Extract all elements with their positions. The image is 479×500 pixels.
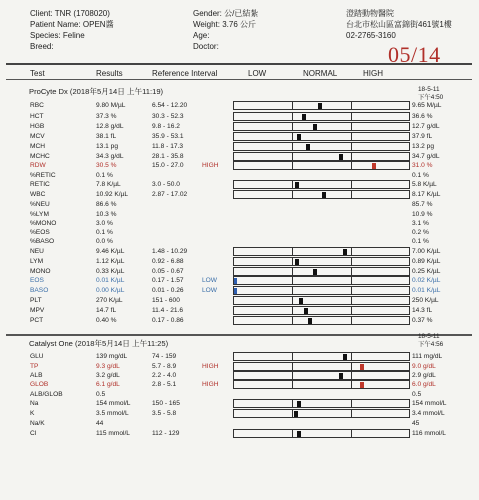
result-row: [0, 257, 479, 267]
result-value: 0.1 %: [96, 172, 113, 179]
range-divider: [292, 248, 293, 255]
test-name: K: [30, 410, 35, 417]
reference-interval: 0.01 - 0.26: [152, 287, 184, 294]
range-bar: [233, 142, 410, 151]
age-line: Age:: [193, 31, 210, 40]
range-bar: [233, 429, 410, 438]
result-row: [0, 161, 479, 171]
previous-result: 0.02 K/µL: [412, 277, 441, 284]
species-line: Species: Feline: [30, 31, 85, 40]
result-row: [0, 429, 479, 439]
result-marker: [299, 298, 303, 304]
range-divider: [351, 123, 352, 130]
reference-interval: 0.92 - 6.88: [152, 258, 184, 265]
previous-result: 0.1 %: [412, 172, 429, 179]
range-divider: [351, 297, 352, 304]
test-name: ALB: [30, 372, 43, 379]
result-marker: [297, 401, 301, 407]
result-marker: [294, 411, 298, 417]
result-marker: [339, 154, 343, 160]
previous-result: 9.0 g/dL: [412, 363, 436, 370]
result-value: 38.1 fL: [96, 133, 117, 140]
reference-interval: 5.7 - 8.9: [152, 363, 177, 370]
result-row: [0, 112, 479, 122]
range-divider: [292, 153, 293, 160]
result-row: [0, 296, 479, 306]
range-divider: [292, 133, 293, 140]
result-marker: [313, 269, 317, 275]
previous-result: 14.3 fL: [412, 307, 433, 314]
procyte-title: ProCyte Dx (2018年5月14日 上午11:19): [29, 87, 164, 96]
header-divider: [6, 63, 472, 65]
test-name: %MONO: [30, 220, 57, 227]
result-marker: [313, 124, 317, 130]
test-name: NEU: [30, 248, 44, 255]
flag-label: HIGH: [202, 381, 219, 388]
col-low: LOW: [248, 69, 267, 78]
test-name: HGB: [30, 123, 45, 130]
result-row: [0, 352, 479, 362]
result-value: 0.5: [96, 391, 106, 398]
result-row: [0, 180, 479, 190]
previous-result: 7.00 K/µL: [412, 248, 441, 255]
test-name: ALB/GLOB: [30, 391, 63, 398]
result-value: 154 mmol/L: [96, 400, 131, 407]
result-value: 115 mmol/L: [96, 430, 130, 437]
previous-result: 5.8 K/µL: [412, 181, 437, 188]
range-divider: [292, 363, 293, 370]
test-name: GLOB: [30, 381, 49, 388]
previous-result: 154 mmol/L: [412, 400, 447, 407]
range-divider: [292, 372, 293, 379]
result-marker: [306, 144, 310, 150]
catalyst-side-date: 18-5-11: [418, 333, 440, 340]
previous-result: 116 mmol/L: [412, 430, 446, 437]
test-name: WBC: [30, 191, 46, 198]
doctor-line: Doctor:: [193, 42, 219, 51]
range-divider: [351, 400, 352, 407]
result-value: 37.3 %: [96, 113, 117, 120]
result-marker: [343, 249, 347, 255]
result-value: 13.1 pg: [96, 143, 118, 150]
range-bar: [233, 112, 410, 121]
range-divider: [351, 268, 352, 275]
range-divider: [292, 191, 293, 198]
range-divider: [292, 317, 293, 324]
range-divider: [292, 287, 293, 294]
procyte-side-time: 下午4:50: [418, 94, 444, 101]
previous-result: 31.0 %: [412, 162, 433, 169]
range-divider: [351, 191, 352, 198]
result-value: 12.8 g/dL: [96, 123, 124, 130]
result-value: 139 mg/dL: [96, 353, 128, 360]
result-marker: [318, 103, 322, 109]
previous-result: 8.17 K/µL: [412, 191, 441, 198]
range-bar: [233, 286, 410, 295]
handwritten-date: 05/14: [388, 42, 441, 67]
previous-result: 0.25 K/µL: [412, 268, 441, 275]
range-divider: [351, 372, 352, 379]
gender-line: Gender: 公/已結紮: [193, 9, 259, 18]
test-name: MPV: [30, 307, 45, 314]
result-value: 9.46 K/µL: [96, 248, 125, 255]
result-value: 30.5 %: [96, 162, 117, 169]
test-name: %BASO: [30, 238, 55, 245]
result-value: 9.80 M/µL: [96, 102, 126, 109]
range-divider: [351, 430, 352, 437]
result-value: 10.92 K/µL: [96, 191, 129, 198]
reference-interval: 2.2 - 4.0: [152, 372, 177, 379]
previous-result: 6.0 g/dL: [412, 381, 436, 388]
test-name: MCH: [30, 143, 46, 150]
reference-interval: 151 - 600: [152, 297, 180, 304]
result-value: 3.0 %: [96, 220, 113, 227]
range-bar: [233, 362, 410, 371]
result-value: 0.00 K/µL: [96, 287, 125, 294]
result-value: 0.0 %: [96, 238, 113, 245]
result-row: [0, 247, 479, 257]
previous-result: 0.5: [412, 391, 422, 398]
range-divider: [292, 162, 293, 169]
range-divider: [292, 113, 293, 120]
previous-result: 250 K/µL: [412, 297, 439, 304]
range-divider: [351, 317, 352, 324]
test-name: PCT: [30, 317, 44, 324]
range-divider: [351, 133, 352, 140]
range-divider: [292, 181, 293, 188]
range-divider: [292, 123, 293, 130]
column-header-divider: [6, 79, 472, 80]
range-bar: [233, 122, 410, 131]
test-name: EOS: [30, 277, 44, 284]
range-divider: [351, 258, 352, 265]
result-value: 0.40 %: [96, 317, 117, 324]
col-normal: NORMAL: [303, 69, 338, 78]
test-name: RBC: [30, 102, 44, 109]
test-name: GLU: [30, 353, 44, 360]
result-marker: [372, 163, 376, 169]
result-value: 270 K/µL: [96, 297, 123, 304]
test-name: HCT: [30, 113, 44, 120]
result-value: 6.1 g/dL: [96, 381, 120, 388]
range-bar: [233, 247, 410, 256]
result-row: [0, 286, 479, 296]
range-divider: [351, 410, 352, 417]
reference-interval: 0.17 - 1.57: [152, 277, 184, 284]
range-divider: [351, 162, 352, 169]
test-name: Cl: [30, 430, 37, 437]
result-value: 3.2 g/dL: [96, 372, 120, 379]
test-name: %RETIC: [30, 172, 56, 179]
patient-line: Patient Name: OPEN醬: [30, 20, 114, 29]
col-results: Results: [96, 69, 123, 78]
client-line: Client: TNR (1708020): [30, 9, 110, 18]
result-value: 0.1 %: [96, 229, 113, 236]
range-bar: [233, 316, 410, 325]
catalyst-side-time: 下午4:56: [418, 341, 444, 348]
test-name: MCHC: [30, 153, 50, 160]
result-value: 10.3 %: [96, 211, 117, 218]
result-marker: [234, 278, 237, 284]
previous-result: 10.9 %: [412, 211, 433, 218]
test-name: RETIC: [30, 181, 50, 188]
reference-interval: 112 - 129: [152, 430, 180, 437]
range-bar: [233, 399, 410, 408]
result-value: 86.6 %: [96, 201, 117, 208]
flag-label: LOW: [202, 277, 218, 284]
result-value: 44: [96, 420, 104, 427]
test-name: PLT: [30, 297, 42, 304]
result-value: 1.12 K/µL: [96, 258, 125, 265]
test-name: MONO: [30, 268, 51, 275]
reference-interval: 9.8 - 16.2: [152, 123, 180, 130]
reference-interval: 11.4 - 21.6: [152, 307, 184, 314]
previous-result: 111 mg/dL: [412, 353, 443, 360]
range-divider: [292, 277, 293, 284]
reference-interval: 28.1 - 35.8: [152, 153, 184, 160]
range-divider: [351, 307, 352, 314]
reference-interval: 0.17 - 0.86: [152, 317, 184, 324]
weight-line: Weight: 3.76 公斤: [193, 20, 256, 29]
result-value: 9.3 g/dL: [96, 363, 120, 370]
result-row: [0, 132, 479, 142]
result-row: [0, 190, 479, 200]
result-row: [0, 399, 479, 409]
previous-result: 0.37 %: [412, 317, 433, 324]
range-divider: [351, 181, 352, 188]
result-row: [0, 237, 479, 247]
result-marker: [295, 259, 299, 265]
breed-line: Breed:: [30, 42, 54, 51]
reference-interval: 150 - 165: [152, 400, 180, 407]
result-marker: [339, 373, 343, 379]
result-marker: [302, 114, 306, 120]
range-divider: [292, 258, 293, 265]
range-bar: [233, 276, 410, 285]
result-row: [0, 276, 479, 286]
test-name: Na/K: [30, 420, 45, 427]
result-marker: [297, 134, 301, 140]
result-marker: [304, 308, 308, 314]
result-marker: [308, 318, 312, 324]
range-bar: [233, 190, 410, 199]
range-divider: [351, 248, 352, 255]
reference-interval: 3.0 - 50.0: [152, 181, 180, 188]
range-divider: [351, 381, 352, 388]
result-row: [0, 101, 479, 111]
previous-result: 36.6 %: [412, 113, 433, 120]
result-value: 3.5 mmol/L: [96, 410, 129, 417]
previous-result: 37.9 fL: [412, 133, 433, 140]
range-bar: [233, 161, 410, 170]
range-divider: [292, 381, 293, 388]
range-bar: [233, 101, 410, 110]
range-bar: [233, 371, 410, 380]
range-divider: [351, 353, 352, 360]
range-divider: [292, 297, 293, 304]
range-divider: [292, 268, 293, 275]
test-name: %NEU: [30, 201, 50, 208]
result-row: [0, 122, 479, 132]
reference-interval: 15.0 - 27.0: [152, 162, 184, 169]
range-bar: [233, 352, 410, 361]
result-marker: [360, 364, 364, 370]
range-divider: [292, 400, 293, 407]
previous-result: 0.2 %: [412, 229, 429, 236]
result-row: [0, 200, 479, 210]
range-bar: [233, 409, 410, 418]
range-divider: [292, 143, 293, 150]
range-divider: [351, 277, 352, 284]
previous-result: 3.1 %: [412, 220, 429, 227]
previous-result: 13.2 pg: [412, 143, 434, 150]
col-high: HIGH: [363, 69, 383, 78]
test-name: %LYM: [30, 211, 49, 218]
reference-interval: 1.48 - 10.29: [152, 248, 188, 255]
result-row: [0, 409, 479, 419]
flag-label: LOW: [202, 287, 218, 294]
result-marker: [343, 354, 347, 360]
range-bar: [233, 257, 410, 266]
clinic-name: 澄踏動物醫院: [346, 9, 394, 18]
result-marker: [295, 182, 299, 188]
range-divider: [351, 113, 352, 120]
col-test: Test: [30, 69, 45, 78]
reference-interval: 3.5 - 5.8: [152, 410, 177, 417]
range-bar: [233, 296, 410, 305]
previous-result: 12.7 g/dL: [412, 123, 440, 130]
range-divider: [292, 410, 293, 417]
previous-result: 34.7 g/dL: [412, 153, 440, 160]
range-divider: [292, 430, 293, 437]
result-row: [0, 380, 479, 390]
result-value: 0.01 K/µL: [96, 277, 125, 284]
catalyst-title: Catalyst One (2018年5月14日 上午11:25): [29, 339, 169, 348]
range-bar: [233, 267, 410, 276]
range-divider: [351, 102, 352, 109]
reference-interval: 30.3 - 52.3: [152, 113, 184, 120]
flag-label: HIGH: [202, 162, 219, 169]
previous-result: 9.65 M/µL: [412, 102, 442, 109]
reference-interval: 2.87 - 17.02: [152, 191, 188, 198]
range-divider: [292, 353, 293, 360]
previous-result: 0.89 K/µL: [412, 258, 441, 265]
range-divider: [351, 363, 352, 370]
range-divider: [292, 102, 293, 109]
result-row: [0, 316, 479, 326]
clinic-address: 台北市松山區富錦街461號1樓: [346, 20, 452, 29]
test-name: TP: [30, 363, 39, 370]
range-bar: [233, 132, 410, 141]
section-divider: [6, 334, 472, 336]
range-divider: [351, 287, 352, 294]
reference-interval: 74 - 159: [152, 353, 177, 360]
procyte-side-date: 18-5-11: [418, 86, 440, 93]
result-marker: [322, 192, 326, 198]
result-row: [0, 419, 479, 429]
result-row: [0, 306, 479, 316]
result-marker: [360, 382, 364, 388]
range-divider: [351, 153, 352, 160]
previous-result: 0.01 K/µL: [412, 287, 441, 294]
clinic-phone: 02-2765-3160: [346, 31, 396, 40]
range-divider: [292, 307, 293, 314]
result-value: 14.7 fL: [96, 307, 117, 314]
reference-interval: 11.8 - 17.3: [152, 143, 184, 150]
previous-result: 3.4 mmol/L: [412, 410, 445, 417]
reference-interval: 6.54 - 12.20: [152, 102, 188, 109]
test-name: %EOS: [30, 229, 50, 236]
range-bar: [233, 152, 410, 161]
reference-interval: 35.9 - 53.1: [152, 133, 184, 140]
reference-interval: 2.8 - 5.1: [152, 381, 177, 388]
test-name: LYM: [30, 258, 44, 265]
result-value: 0.33 K/µL: [96, 268, 125, 275]
previous-result: 2.9 g/dL: [412, 372, 436, 379]
test-name: MCV: [30, 133, 45, 140]
col-reference: Reference Interval: [152, 69, 218, 78]
flag-label: HIGH: [202, 363, 219, 370]
result-marker: [297, 431, 301, 437]
test-name: Na: [30, 400, 39, 407]
result-marker: [234, 288, 237, 294]
result-value: 34.3 g/dL: [96, 153, 124, 160]
range-bar: [233, 380, 410, 389]
reference-interval: 0.05 - 0.67: [152, 268, 184, 275]
previous-result: 85.7 %: [412, 201, 433, 208]
previous-result: 45: [412, 420, 420, 427]
range-bar: [233, 306, 410, 315]
result-value: 7.8 K/µL: [96, 181, 121, 188]
range-bar: [233, 180, 410, 189]
result-row: [0, 142, 479, 152]
range-divider: [351, 143, 352, 150]
previous-result: 0.1 %: [412, 238, 429, 245]
test-name: BASO: [30, 287, 49, 294]
test-name: RDW: [30, 162, 46, 169]
